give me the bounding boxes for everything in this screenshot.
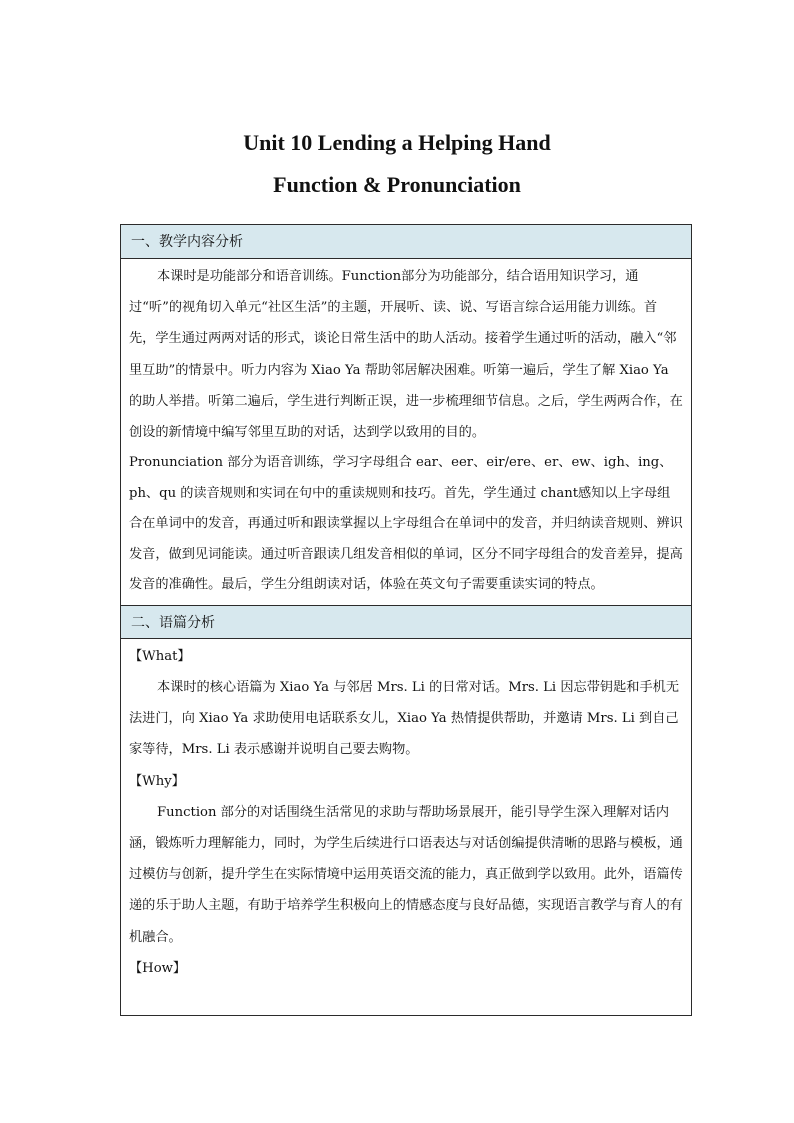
what-paragraph: 本课时的核心语篇为 Xiao Ya 与邻居 Mrs. Li 的日常对话。Mrs. Li 因忘带钥匙和手机无法进门，向 Xiao Ya 求助使用电话联系女儿，Xiao Ya 热情提供帮助，并邀请 Mrs. Li 到自己家等待，Mrs. Li 表示感谢并说明自己要去购物。	[129, 679, 680, 758]
how-label: 【How】	[129, 960, 187, 976]
content-analysis-body	[121, 259, 691, 605]
what-label: 【What】	[129, 648, 191, 664]
why-paragraph: Function 部分的对话围绕生活常见的求助与帮助场景展开，能引导学生深入理解对话内涵，锻炼听力理解能力，同时，为学生后续进行口语表达与对话创编提供清晰的思路与模板，通过模仿与创新，提升学生在实际情境中运用英语交流的能力，真正做到学以致用。此外，语篇传递的乐于助人主题，有助于培养学生积极向上的情感态度与良好品德，实现语言教学与育人的有机融合。	[129, 804, 683, 945]
why-label: 【Why】	[129, 773, 185, 789]
section-heading-text-analysis: 二、语篇分析	[121, 605, 691, 639]
content-analysis-paragraph-pronunciation: Pronunciation 部分为语音训练，学习字母组合 ear、eer、eir/ere、er、ew、igh、ing、ph、qu 的读音规则和实词在句中的重读规则和技巧。首先，学生通过 chant感知以上字母组合在单词中的发音，再通过听和跟读掌握以上字母组合在单词中的发音，并归纳读音规则、辨识发音，做到见词能读。通过听音跟读几组发音相似的单词，区分不同字母组合的发音差异，提高发音的准确性。最后，学生分组朗读对话，体验在英文句子需要重读实词的特点。	[129, 455, 683, 593]
content-analysis-paragraph-function: 本课时是功能部分和语音训练。Function部分为功能部分，结合语用知识学习，通过“听”的视角切入单元“社区生活”的主题，开展听、读、说、写语言综合运用能力训练。首先，学生通过两两对话的形式，谈论日常生活中的助人活动。接着学生通过听的活动，融入“邻里互助”的情景中。听力内容为 Xiao Ya 帮助邻居解决困难。听第一遍后，学生了解 Xiao Ya 的助人举措。听第二遍后，学生进行判断正误，进一步梳理细节信息。之后，学生两两合作，在创设的新情境中编写邻里互助的对话，达到学以致用的目的。	[129, 269, 683, 441]
text-analysis-body	[121, 639, 691, 988]
document-title: Unit 10 Lending a Helping Hand	[243, 130, 551, 155]
document-subtitle: Function & Pronunciation	[273, 172, 521, 197]
section-heading-content-analysis: 一、教学内容分析	[121, 225, 691, 259]
lesson-analysis-table	[120, 224, 692, 1016]
